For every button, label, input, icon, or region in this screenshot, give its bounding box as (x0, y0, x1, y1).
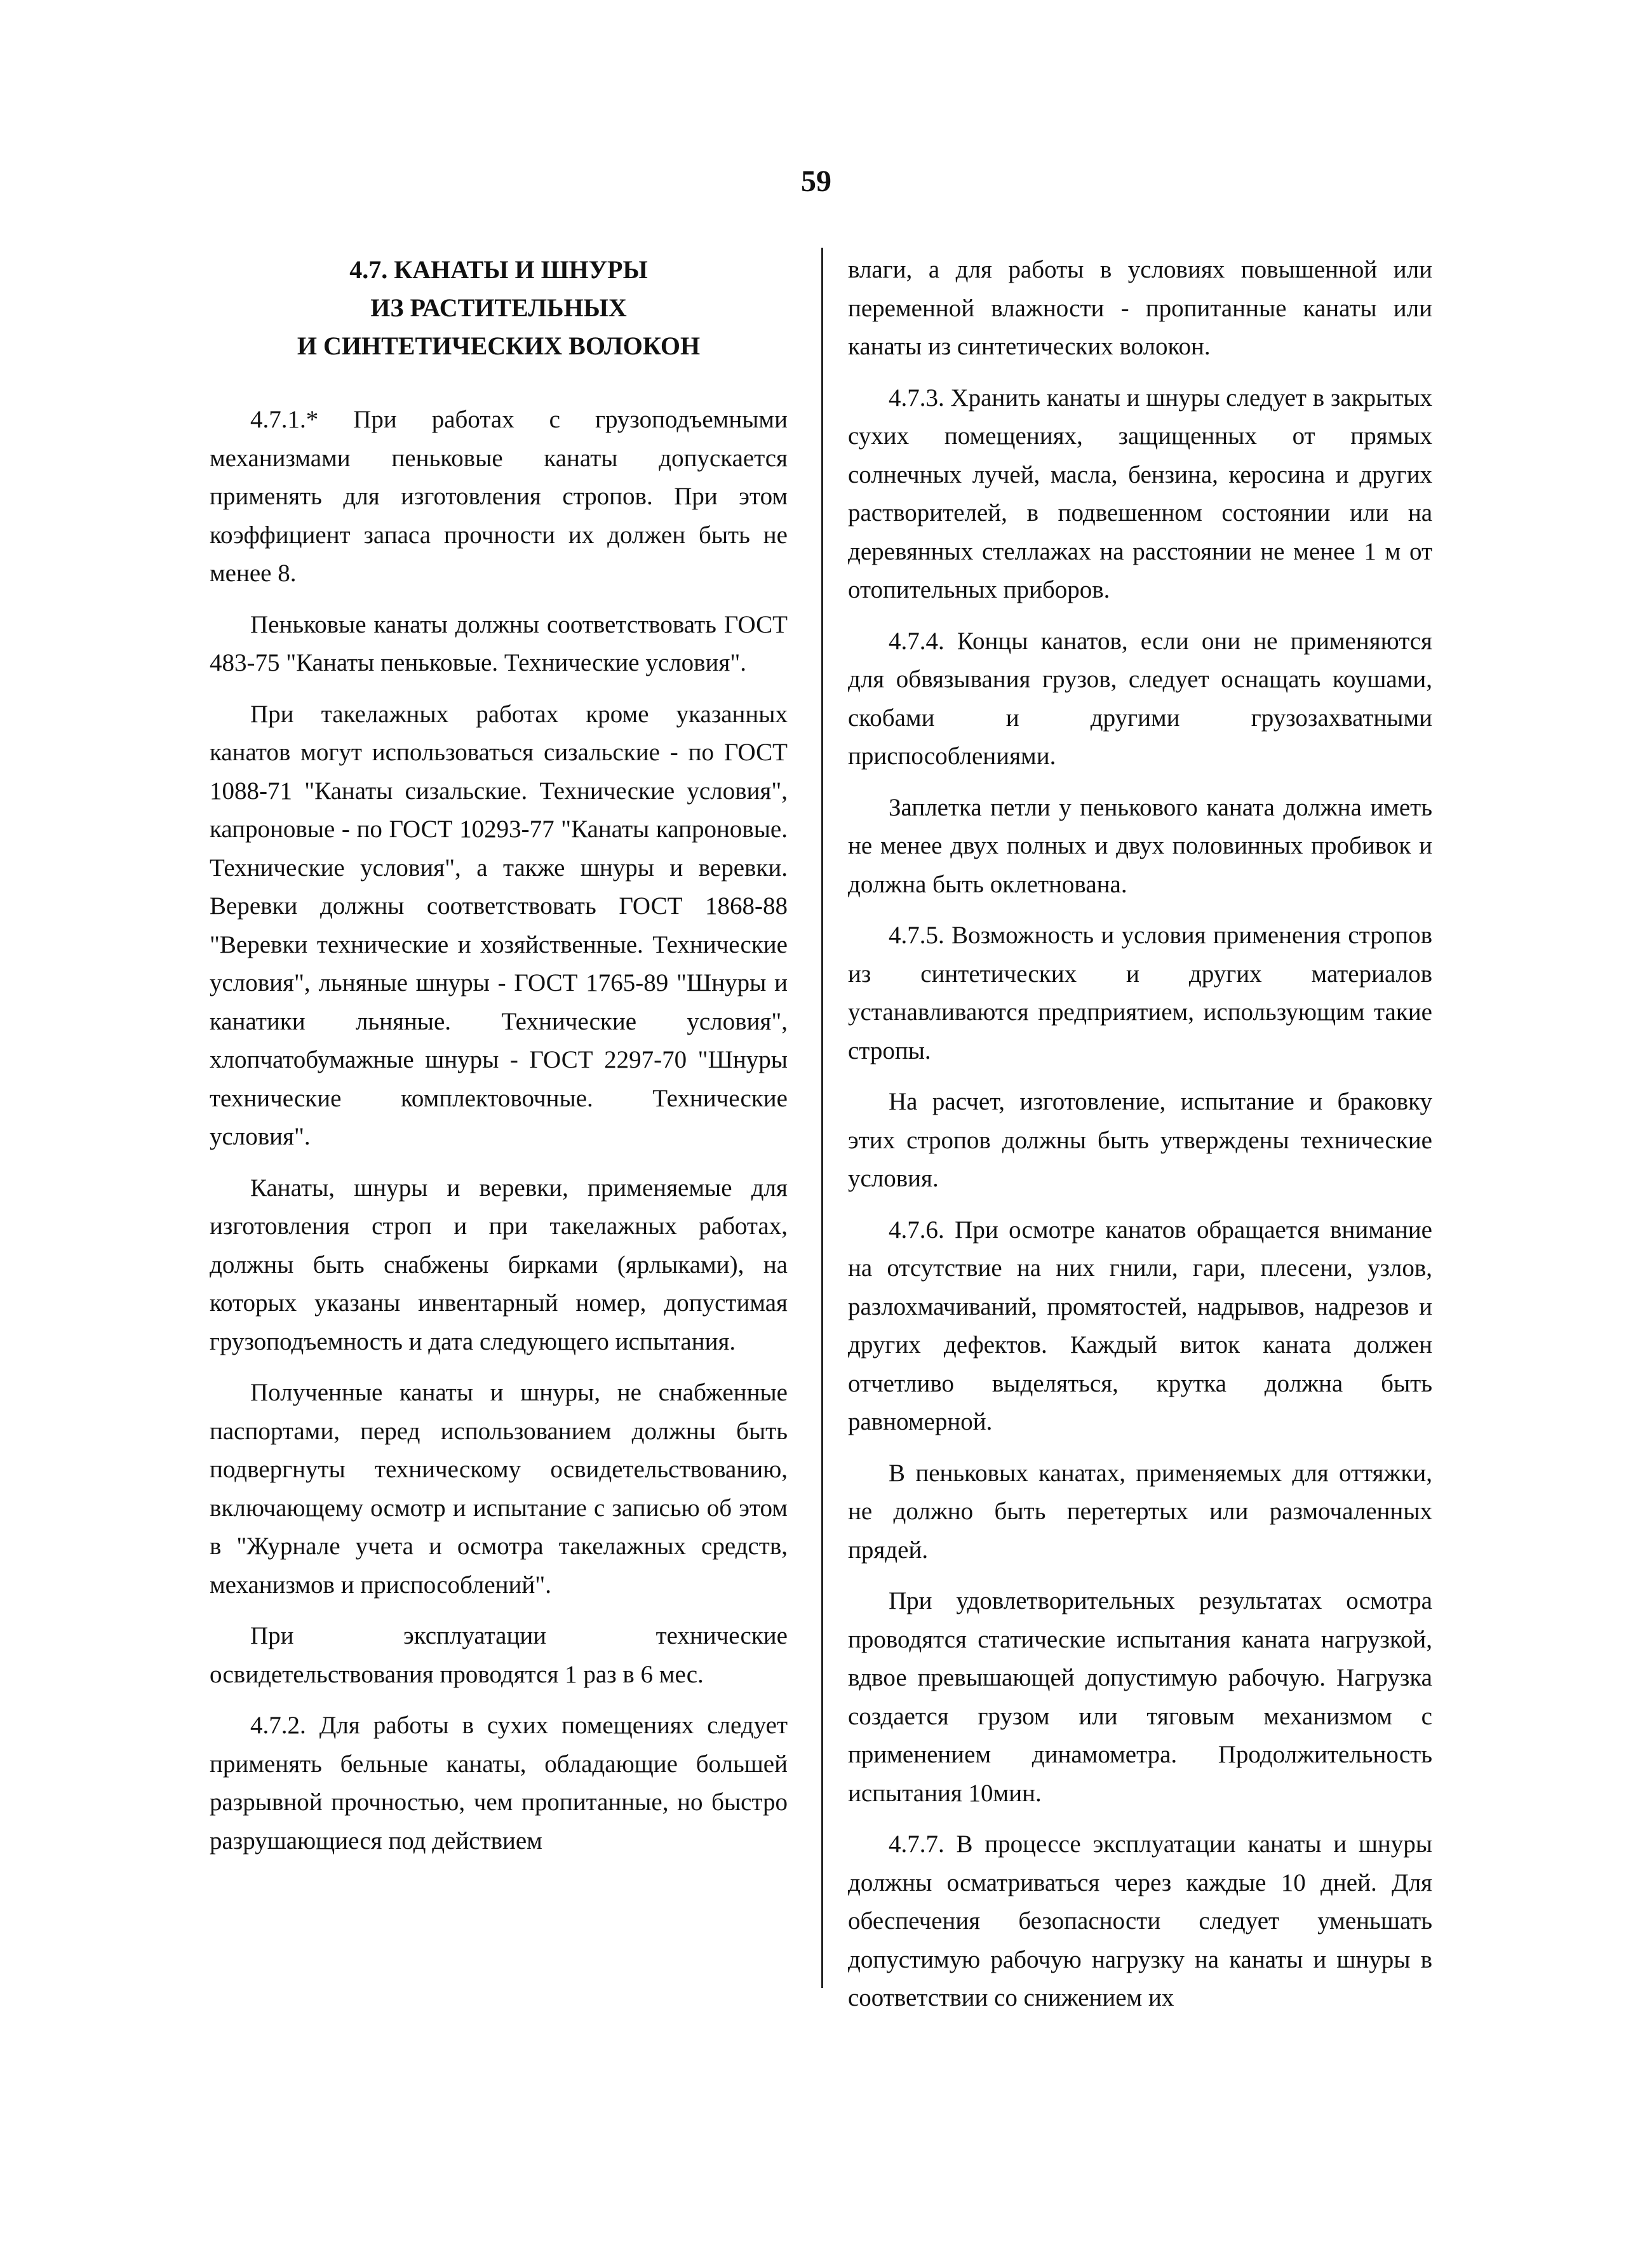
paragraph-loop-splice: Заплетка петли у пенькового каната должна иметь не менее двух полных и двух половинных пробивок и должна быть оклетнована. (848, 793, 1432, 898)
paragraph-4-7-2-continued: влаги, а для работы в условиях повышенной или переменной влажности - пропитанные канаты или канаты из синтетических волокон. (848, 256, 1432, 360)
section-title (210, 251, 788, 365)
paragraph-technical-conditions: На расчет, изготовление, испытание и браковку этих стропов должны быть утверждены технические условия. (848, 1088, 1432, 1192)
paragraph-hemp-ropes-standard: Пеньковые канаты должны соответствовать ГОСТ 483-75 "Канаты пеньковые. Технические условия". (210, 610, 788, 676)
paragraph-static-tests: При удовлетворительных результатах осмотра проводятся статические испытания каната нагрузкой, вдвое превышающей допустимую рабочую. Нагрузка создается грузом или тяговым механизмом с применением динамометра. Продолжительность испытания 10мин. (848, 1587, 1432, 1807)
right-column (848, 251, 1432, 2030)
paragraph-4-7-5: 4.7.5. Возможность и условия применения стропов из синтетических и других материалов устанавливаются предприятием, использующим такие стропы. (848, 922, 1432, 1064)
paragraph-rigging-ropes-standards: При такелажных работах кроме указанных канатов могут использоваться сизальские - по ГОСТ 1088-71 "Канаты сизальские. Технические условия", капроновые - по ГОСТ 10293-77 "Канаты капроновые. Технические условия", а также шнуры и веревки. Веревки должны соответствовать ГОСТ 1868-88 "Веревки технические и хозяйственные. Технические условия", льняные шнуры - ГОСТ 1765-89 "Шнуры и канатики льняные. Технические условия", хлопчатобумажные шнуры - ГОСТ 2297-70 "Шнуры технические комплектовочные. Технические условия". (210, 700, 788, 1150)
left-column (210, 251, 788, 1873)
paragraph-inspection-frequency: При эксплуатации технические освидетельствования проводятся 1 раз в 6 мес. (210, 1622, 788, 1688)
section-title-line: ИЗ РАСТИТЕЛЬНЫХ (370, 293, 627, 322)
paragraph-guy-ropes: В пеньковых канатах, применяемых для оттяжки, не должно быть перетертых или размочаленных прядей. (848, 1459, 1432, 1564)
page-number: 59 (801, 164, 831, 198)
paragraph-4-7-4: 4.7.4. Концы канатов, если они не применяются для обвязывания грузов, следует оснащать коушами, скобами и другими грузозахватными приспособлениями. (848, 627, 1432, 770)
paragraph-4-7-1: 4.7.1.* При работах с грузоподъемными механизмами пеньковые канаты допускается применять для изготовления стропов. При этом коэффициент запаса прочности их должен быть не менее 8. (210, 406, 788, 587)
paragraph-4-7-7: 4.7.7. В процессе эксплуатации канаты и шнуры должны осматриваться через каждые 10 дней. Для обеспечения безопасности следует уменьшать допустимую рабочую нагрузку на канаты и шнуры в соответствии со снижением их (848, 1830, 1432, 2011)
section-title-line: 4.7. КАНАТЫ И ШНУРЫ (349, 255, 648, 284)
section-title-line: И СИНТЕТИЧЕСКИХ ВОЛОКОН (297, 332, 701, 360)
paragraph-tags-requirement: Канаты, шнуры и веревки, применяемые для изготовления строп и при такелажных работах, должны быть снабжены бирками (ярлыками), на которых указаны инвентарный номер, допустимая грузоподъемность и дата следующего испытания. (210, 1174, 788, 1355)
column-divider (821, 248, 823, 1988)
paragraph-4-7-2: 4.7.2. Для работы в сухих помещениях следует применять бельные канаты, обладающие большей разрывной прочностью, чем пропитанные, но быстро разрушающиеся под действием (210, 1712, 788, 1855)
paragraph-technical-inspection: Полученные канаты и шнуры, не снабженные паспортами, перед использованием должны быть подвергнуты техническому освидетельствованию, включающему осмотр и испытание с записью об этом в "Журнале учета и осмотра такелажных средств, механизмов и приспособлений". (210, 1379, 788, 1599)
paragraph-4-7-3: 4.7.3. Хранить канаты и шнуры следует в закрытых сухих помещениях, защищенных от прямых солнечных лучей, масла, бензина, керосина и других растворителей, в подвешенном состоянии или на деревянных стеллажах на расстоянии не менее 1 м от отопительных приборов. (848, 384, 1432, 603)
paragraph-4-7-6: 4.7.6. При осмотре канатов обращается внимание на отсутствие на них гнили, гари, плесени, узлов, разлохмачиваний, промятостей, надрывов, надрезов и других дефектов. Каждый виток каната должен отчетливо выделяться, крутка должна быть равномерной. (848, 1216, 1432, 1435)
